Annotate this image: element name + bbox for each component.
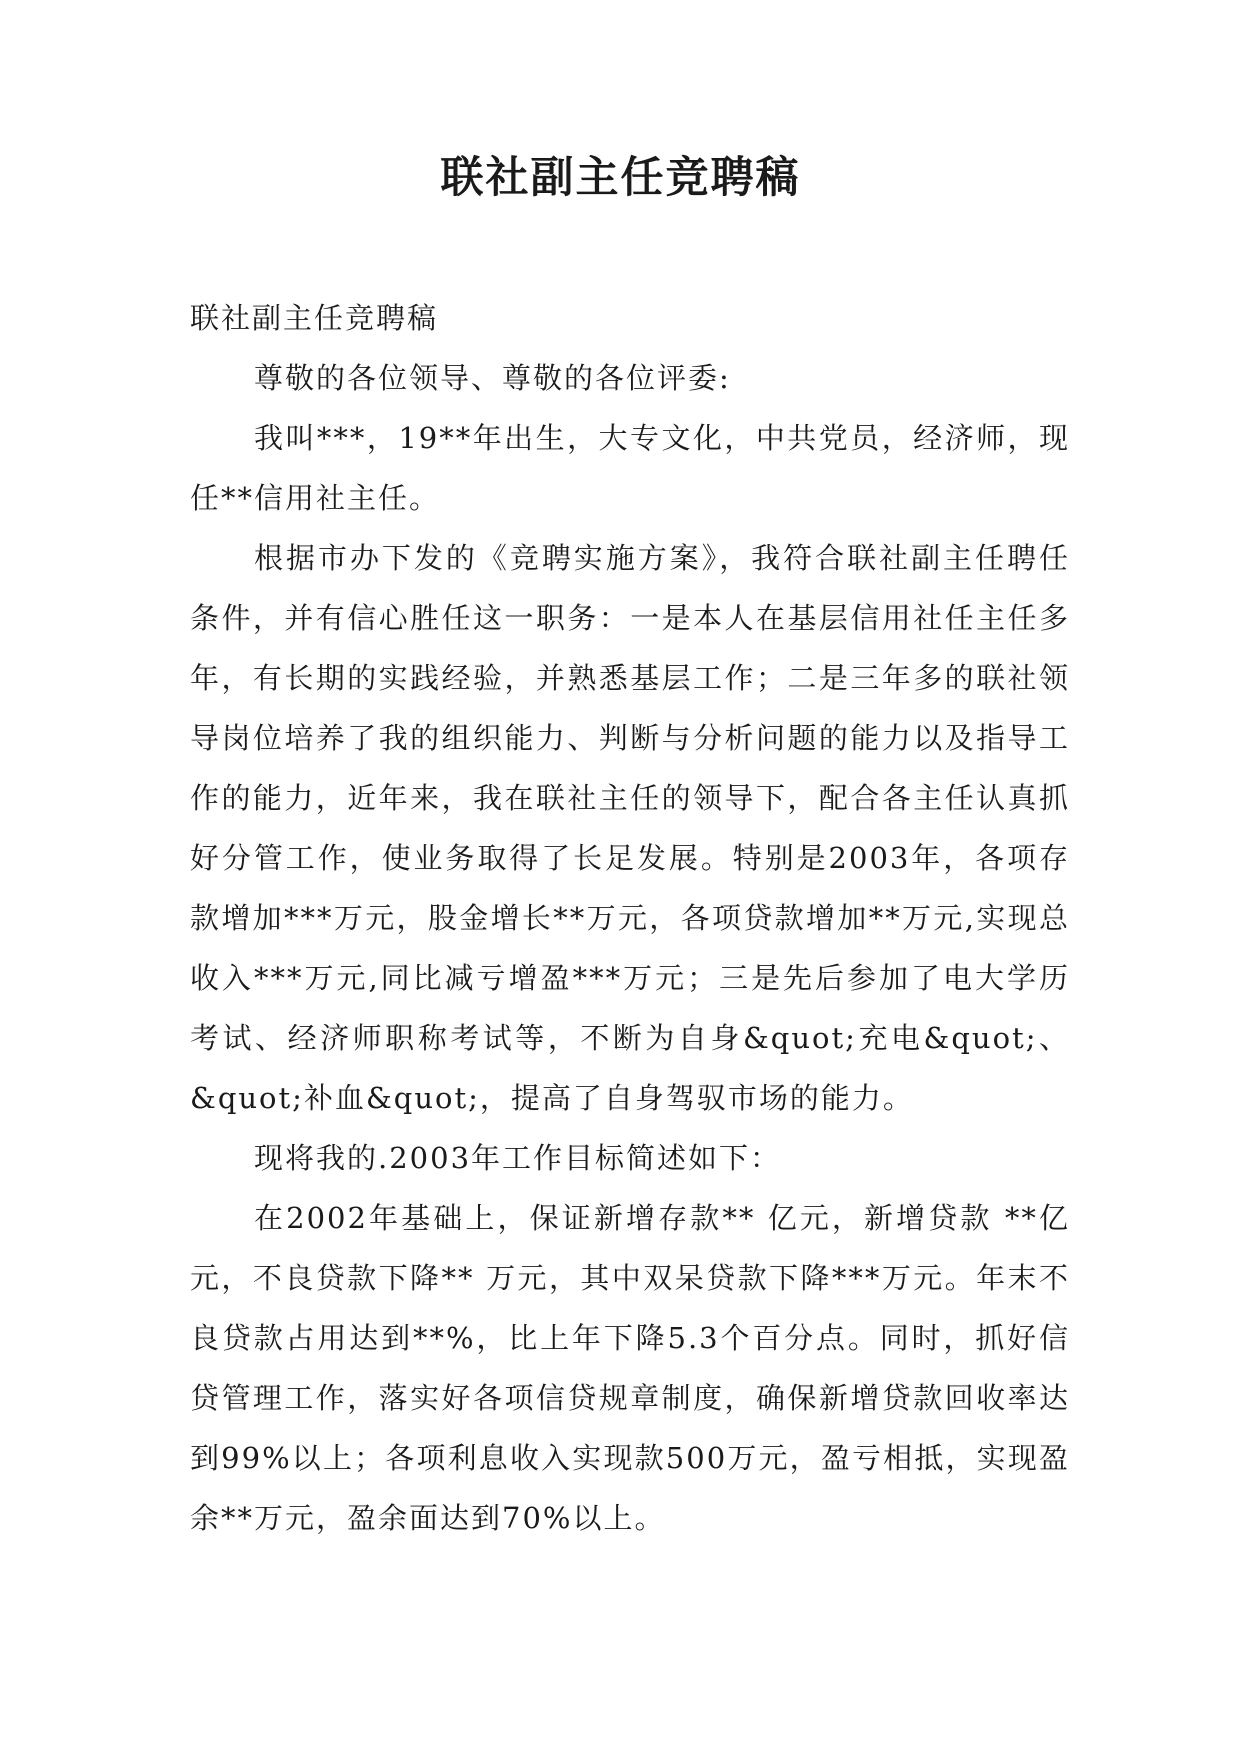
- document-title: 联社副主任竞聘稿: [440, 153, 801, 203]
- document-body: [190, 288, 1070, 1548]
- paragraph-goals-intro: 现将我的.2003年工作目标简述如下：: [254, 1141, 782, 1175]
- salutation: 尊敬的各位领导、尊敬的各位评委:: [254, 361, 731, 395]
- body-heading: 联社副主任竞聘稿: [190, 301, 439, 335]
- paragraph-qualifications: 根据市办下发的《竞聘实施方案》，我符合联社副主任聘任条件，并有信心胜任这一职务：一是本人在基层信用社任主任多年，有长期的实践经验，并熟悉基层工作；二是三年多的联社领导岗位培养了我的组织能力、判断与分析问题的能力以及指导工作的能力，近年来，我在联社主任的领导下，配合各主任认真抓好分管工作，使业务取得了长足发展。特别是2003年，各项存款增加***万元，股金增长**万元，各项贷款增加**万元,实现总收入***万元,同比减亏增盈***万元；三是先后参加了电大学历考试、经济师职称考试等，不断为自身&quot;充电&quot;、&quot;补血&quot;，提高了自身驾驭市场的能力。: [190, 541, 1070, 1115]
- paragraph-introduction: 我叫***，19**年出生，大专文化，中共党员，经济师，现任**信用社主任。: [190, 421, 1070, 515]
- paragraph-goals: 在2002年基础上，保证新增存款** 亿元，新增贷款 **亿元，不良贷款下降** 万元，其中双呆贷款下降***万元。年末不良贷款占用达到**%，比上年下降5.3个百分点。同时，抓好信贷管理工作，落实好各项信贷规章制度，确保新增贷款回收率达到99%以上；各项利息收入实现款500万元，盈亏相抵，实现盈余**万元，盈余面达到70%以上。: [190, 1201, 1070, 1535]
